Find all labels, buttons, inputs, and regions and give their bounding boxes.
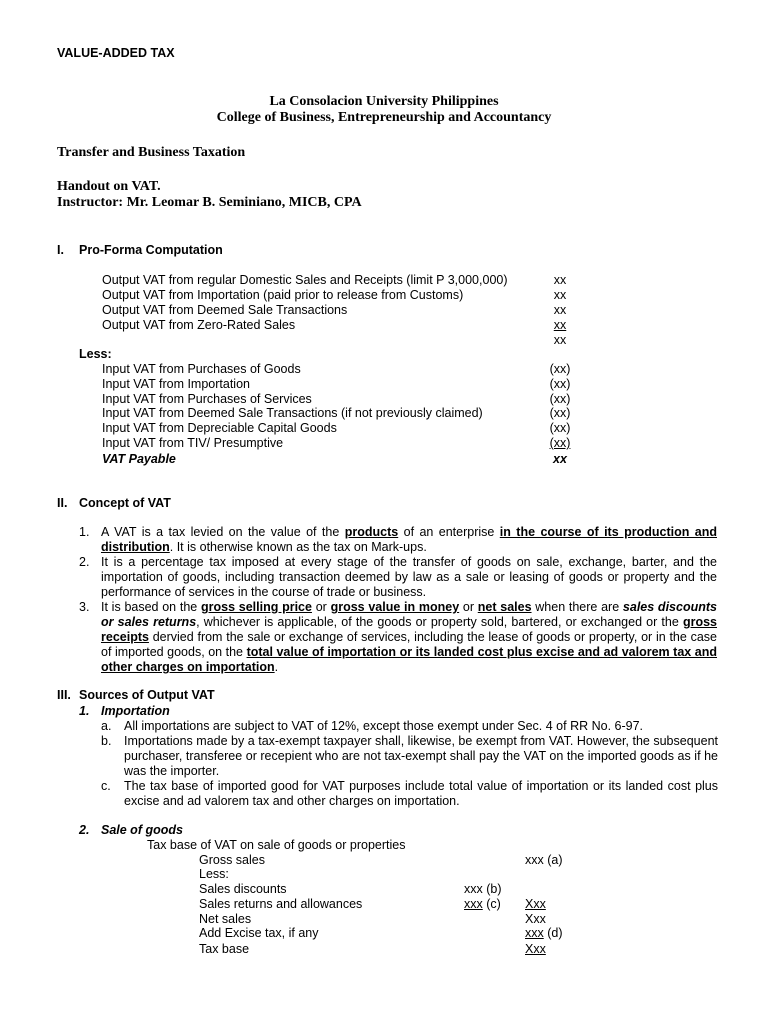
section-1-title: Pro-Forma Computation: [79, 243, 223, 257]
section-2-number: II.: [57, 496, 68, 510]
less-label: Less:: [79, 347, 112, 361]
output-vat-amount: xx: [553, 318, 567, 332]
importation-item-b: Importations made by a tax-exempt taxpayer shall, likewise, be exempt from VAT. However, the subsequent purchaser, transferee or recepient who are not tax-exempt shall pay the VAT on the imported goods as if he was the importer.: [124, 734, 718, 778]
handout-title: Handout on VAT.: [57, 179, 161, 194]
output-vat-label: Output VAT from Deemed Sale Transactions: [102, 303, 348, 317]
input-vat-label: Input VAT from TIV/ Presumptive: [102, 436, 284, 450]
importation-item-a: All importations are subject to VAT of 12%, except those exempt under Sec. 4 of RR No. 6-97.: [124, 719, 644, 733]
importation-item-letter: b.: [101, 734, 112, 748]
input-vat-amount: (xx): [549, 436, 571, 450]
input-vat-amount: (xx): [549, 421, 571, 435]
instructor-line: Instructor: Mr. Leomar B. Seminiano, MICB, CPA: [57, 195, 362, 210]
tax-base-row-label: Less:: [199, 867, 229, 881]
input-vat-amount: (xx): [549, 406, 571, 420]
tax-base-row-total: Xxx: [525, 912, 546, 926]
subsection-1-title: Importation: [101, 704, 170, 718]
importation-item-letter: a.: [101, 719, 112, 733]
input-vat-label: Input VAT from Deemed Sale Transactions (if not previously claimed): [102, 406, 483, 420]
output-vat-label: Output VAT from Zero-Rated Sales: [102, 318, 296, 332]
university-name: La Consolacion University Philippines: [269, 94, 499, 109]
output-vat-amount: xx: [553, 273, 567, 287]
output-vat-amount: xx: [553, 288, 567, 302]
college-name: College of Business, Entrepreneurship and Accountancy: [216, 110, 552, 125]
subsection-1-number: 1.: [79, 704, 90, 718]
tax-base-row-label: Add Excise tax, if any: [199, 926, 319, 940]
concept-item-3: It is based on the gross selling price or gross value in money or net sales when there are sales discounts or sales returns, whichever is applicable, of the goods or property sold, bartered, or exchanged or the gross receipts dervied from the sale or exchange of services, including the lease of goods or property, or in the case of imported goods, on the total value of importation or its landed cost plus excise and ad valorem tax and other charges on importation.: [101, 600, 718, 674]
input-vat-label: Input VAT from Importation: [102, 377, 250, 391]
tax-base-row-label: Tax base: [199, 942, 250, 956]
input-vat-label: Input VAT from Purchases of Services: [102, 392, 312, 406]
tax-base-row-amount: xxx (c): [464, 897, 501, 911]
subsection-2-number: 2.: [79, 823, 90, 837]
subsection-2-title: Sale of goods: [101, 823, 183, 837]
concept-item-number: 1.: [79, 525, 90, 539]
tax-base-intro: Tax base of VAT on sale of goods or properties: [147, 838, 406, 852]
tax-base-row-total: Xxx: [525, 942, 546, 956]
tax-base-row-amount: xxx (b): [464, 882, 502, 896]
importation-item-c: The tax base of imported good for VAT purposes include total value of importation or its landed cost plus excise and ad valorem tax and other charges on importation.: [124, 779, 718, 808]
importation-item-letter: c.: [101, 779, 111, 793]
output-vat-label: Output VAT from regular Domestic Sales and Receipts (limit P 3,000,000): [102, 273, 508, 287]
output-vat-label: Output VAT from Importation (paid prior to release from Customs): [102, 288, 464, 302]
tax-base-row-total: xxx (d): [525, 926, 563, 940]
tax-base-row-label: Net sales: [199, 912, 252, 926]
tax-base-row-label: Sales returns and allowances: [199, 897, 363, 911]
concept-item-2: It is a percentage tax imposed at every stage of the transfer of goods on sale, exchange, barter, and the importation of goods, including transaction deemed by law as a sale or leasing of goods or property and the performance of services in the course of trade or business.: [101, 555, 717, 599]
output-vat-amount: xx: [553, 303, 567, 317]
tax-base-row-total: Xxx: [525, 897, 546, 911]
tax-base-row-label: Sales discounts: [199, 882, 287, 896]
input-vat-label: Input VAT from Depreciable Capital Goods: [102, 421, 337, 435]
input-vat-amount: (xx): [549, 377, 571, 391]
section-2-title: Concept of VAT: [79, 496, 171, 510]
tax-base-row-total: xxx (a): [525, 853, 563, 867]
vat-payable-label: VAT Payable: [102, 452, 176, 466]
vat-payable-amount: xx: [553, 452, 567, 466]
output-vat-total: xx: [553, 333, 567, 347]
document-label: VALUE-ADDED TAX: [57, 46, 175, 60]
section-3-number: III.: [57, 688, 71, 702]
section-1-number: I.: [57, 243, 64, 257]
input-vat-amount: (xx): [549, 362, 571, 376]
tax-base-row-label: Gross sales: [199, 853, 265, 867]
input-vat-amount: (xx): [549, 392, 571, 406]
concept-item-number: 2.: [79, 555, 90, 569]
concept-item-1: A VAT is a tax levied on the value of the products of an enterprise in the course of its production and distribution. It is otherwise known as the tax on Mark-ups.: [101, 525, 717, 554]
course-title: Transfer and Business Taxation: [57, 145, 246, 160]
section-3-title: Sources of Output VAT: [79, 688, 215, 702]
input-vat-label: Input VAT from Purchases of Goods: [102, 362, 301, 376]
concept-item-number: 3.: [79, 600, 90, 614]
